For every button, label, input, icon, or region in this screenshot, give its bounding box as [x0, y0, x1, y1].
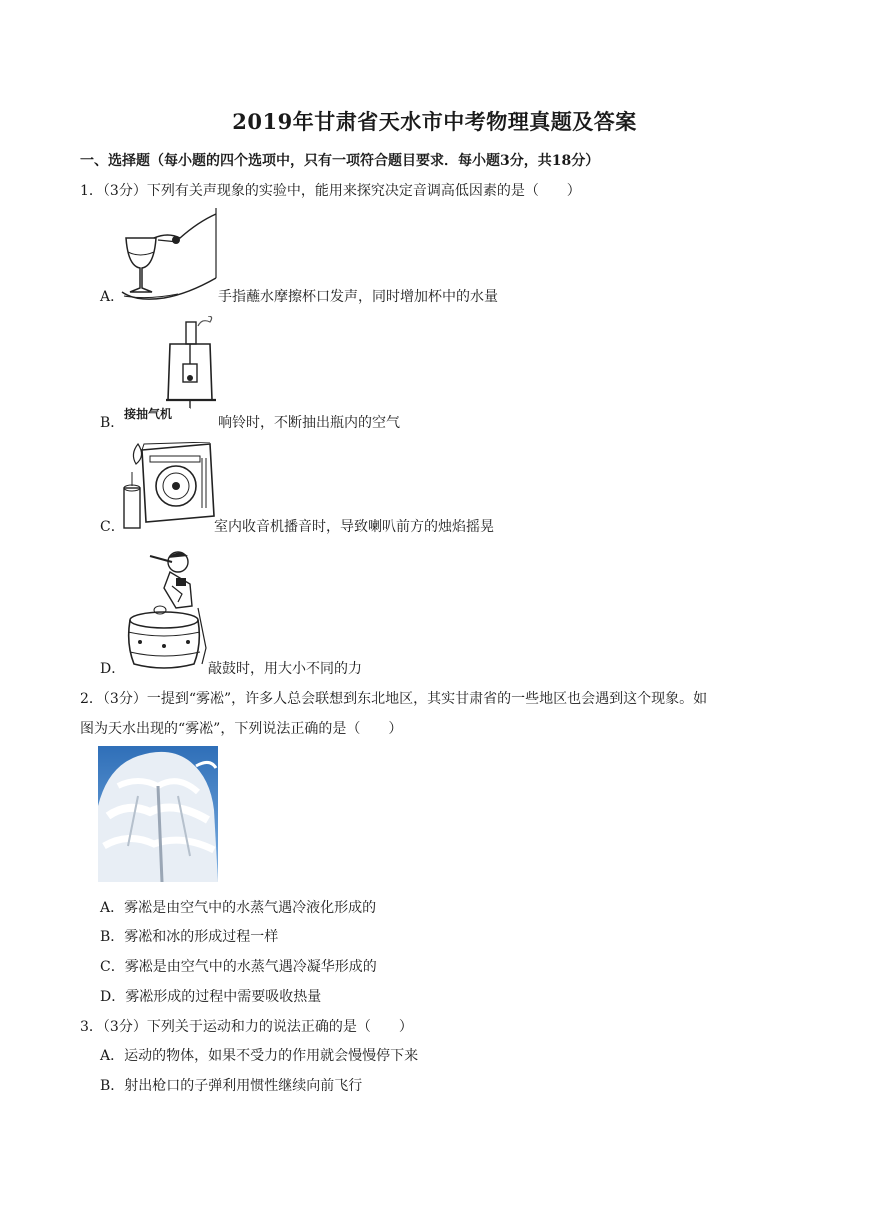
question-3-option-a — [100, 1045, 418, 1065]
question-2-option-a-label: A． — [100, 900, 125, 916]
question-2-stem-line-1: 2．（3分）一提到“雾凇”，许多人总会联想到东北地区，其实甘肃省的一些地区也会遇到这个现象。如 — [80, 691, 708, 707]
question-3-option-a-label: A． — [100, 1048, 125, 1064]
question-2-option-a-text: 雾凇是由空气中的水蒸气遇冷液化形成的 — [124, 900, 377, 916]
question-2-option-b-label: B． — [100, 929, 125, 945]
bell-jar-caption: 接抽气机 — [124, 407, 173, 421]
question-1-stem: 1．（3分）下列有关声现象的实验中，能用来探究决定音调高低因素的是（ ） — [80, 183, 581, 199]
question-1-option-d-label: D． — [100, 661, 126, 677]
question-3-stem: 3．（3分）下列关于运动和力的说法正确的是（ ） — [80, 1019, 413, 1035]
question-3-option-b-text: 射出枪口的子弹利用惯性继续向前飞行 — [124, 1078, 363, 1094]
drum-figure — [120, 548, 210, 676]
question-2-option-d-label: D． — [100, 989, 126, 1005]
question-2-option-c — [100, 956, 377, 976]
question-1-option-a-label: A． — [100, 289, 125, 305]
question-3-option-b — [100, 1075, 362, 1095]
question-1-option-a-text: 手指蘸水摩擦杯口发声，同时增加杯中的水量 — [218, 289, 498, 305]
question-1-option-b-label: B． — [100, 415, 125, 431]
question-2-option-b — [100, 926, 278, 946]
radio-candle-figure — [118, 442, 216, 530]
question-2-option-b-text: 雾凇和冰的形成过程一样 — [124, 929, 279, 945]
section-heading: 一、选择题（每小题的四个选项中，只有一项符合题目要求．每小题3分，共18分） — [80, 153, 600, 169]
question-1-option-c-label: C． — [100, 519, 125, 535]
rime-ice-photo — [98, 746, 218, 882]
question-2-option-a — [100, 897, 376, 917]
question-3-option-b-label: B． — [100, 1078, 125, 1094]
question-2-option-d — [100, 986, 321, 1006]
question-3-option-a-text: 运动的物体，如果不受力的作用就会慢慢停下来 — [124, 1048, 419, 1064]
question-1-option-c-text: 室内收音机播音时，导致喇叭前方的烛焰摇晃 — [214, 519, 494, 535]
page-title: 2019年甘肃省天水市中考物理真题及答案 — [232, 109, 637, 134]
question-2-option-c-text: 雾凇是由空气中的水蒸气遇冷凝华形成的 — [124, 959, 377, 975]
question-2-option-d-text: 雾凇形成的过程中需要吸收热量 — [125, 989, 322, 1005]
question-1-option-d-text: 敲鼓时，用大小不同的力 — [208, 661, 362, 677]
question-1-option-b-text: 响铃时，不断抽出瓶内的空气 — [218, 415, 400, 431]
wine-glass-figure — [118, 208, 218, 302]
question-2-stem-line-2: 图为天水出现的“雾凇”，下列说法正确的是（ ） — [80, 721, 403, 737]
question-2-option-c-label: C． — [100, 959, 125, 975]
